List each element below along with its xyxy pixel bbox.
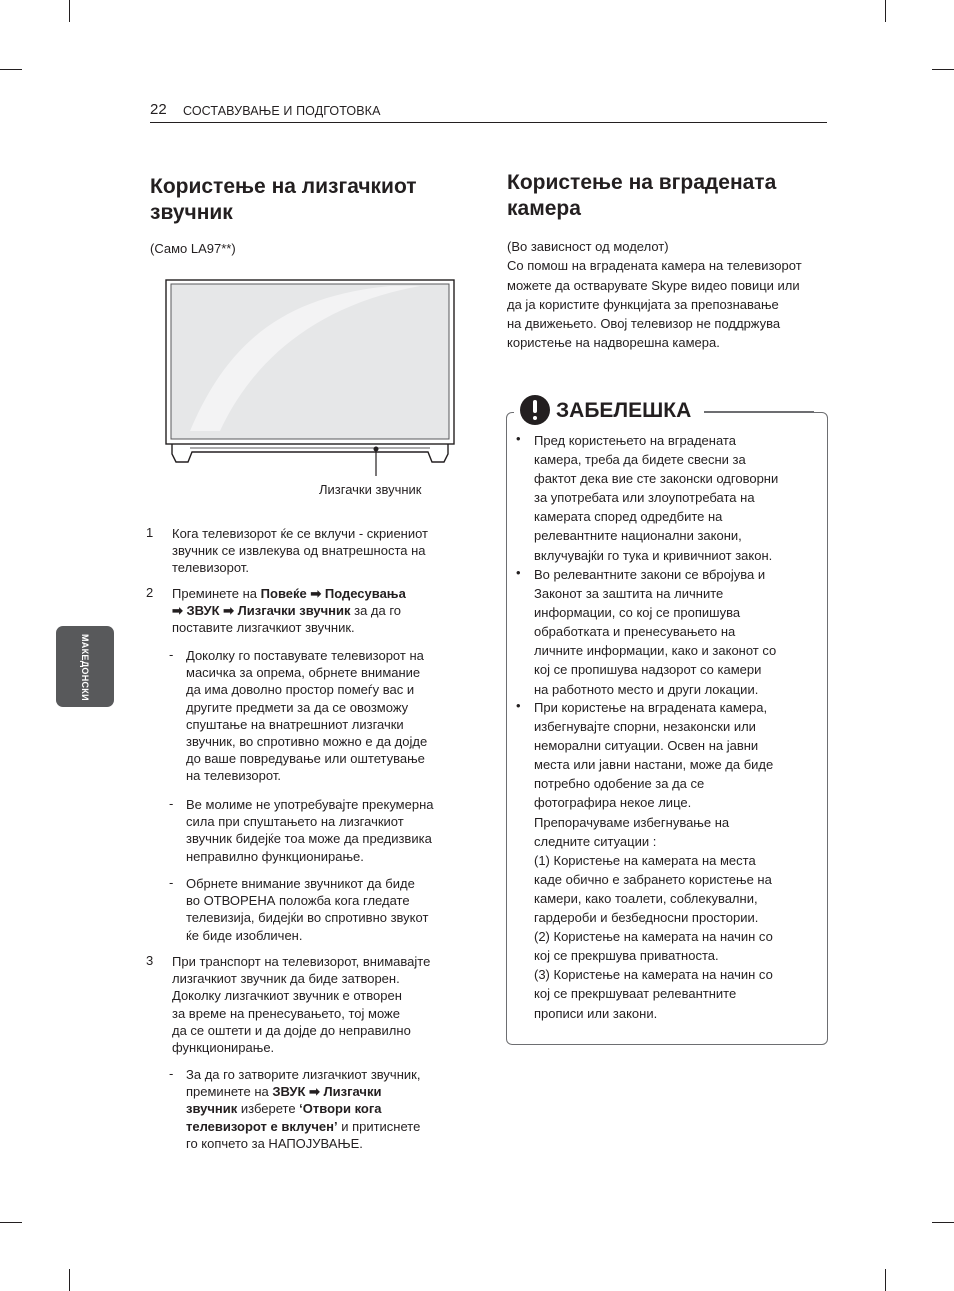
text-line: (2) Користење на камерата на начин со <box>534 929 773 945</box>
page-number: 22 <box>150 101 167 118</box>
text-line <box>172 602 406 619</box>
menu-path: ➡ ЗВУК ➡ Лизгачки звучник <box>172 603 351 619</box>
text-line: кој се прекршува приватноста. <box>534 948 719 964</box>
text-line: (1) Користење на камерата на места <box>534 852 756 868</box>
menu-option: ‘Отвори кога <box>299 1101 382 1117</box>
left-title-line: звучник <box>150 201 233 224</box>
text-line: личните информации, како и законот со <box>534 643 777 659</box>
text-line: При транспорт на телевизорот, внимавајте <box>172 954 431 969</box>
text-line: камери, како тоалети, соблекувални, <box>534 890 758 906</box>
text-line <box>186 1100 420 1117</box>
text-line: до ваше повредување или оштетување <box>186 751 425 767</box>
exclamation-icon-bar <box>533 400 537 413</box>
left-title <box>150 174 417 226</box>
text-line: да има доволно простор помеѓу вас и <box>186 682 415 698</box>
text-line: избегнувајте спорни, незаконски или <box>534 719 756 735</box>
text-line: информации, со кој се пропишува <box>534 605 741 621</box>
sub-item-text <box>186 796 433 865</box>
step-text <box>172 953 430 1056</box>
language-tab <box>56 626 114 707</box>
section-title: СОСТАВУВАЊЕ И ПОДГОТОВКА <box>183 104 381 118</box>
crop-mark <box>932 69 954 70</box>
crop-mark <box>932 1222 954 1223</box>
text-line: Со помош на вградената камера на телевизорот <box>507 258 802 274</box>
text-fragment: изберете <box>237 1101 300 1117</box>
text-line: да ја користите функцијата за препознавање <box>507 296 779 312</box>
dash: - <box>169 647 174 662</box>
dash: - <box>169 1066 174 1081</box>
text-line: прописи или закони. <box>534 1005 658 1021</box>
bullet: • <box>516 698 521 713</box>
step-number: 2 <box>146 585 154 600</box>
text-line: (Во зависност од моделот) <box>507 239 669 254</box>
text-line: користење на надворешна камера. <box>507 335 720 351</box>
menu-path: Повеќе <box>260 586 307 601</box>
text-line: камерата според одредбите на <box>534 509 723 525</box>
menu-option: телевизорот е вклучен’ <box>186 1118 338 1134</box>
menu-path: ЗВУК ➡ Лизгачки <box>272 1084 382 1100</box>
text-fragment: и притиснете <box>337 1118 421 1134</box>
note-item <box>534 698 773 1023</box>
text-line: спуштање на внатрешниот лизгачки <box>186 716 404 732</box>
text-line: (3) Користење на камерата на начин со <box>534 967 773 983</box>
arrow: ➡ <box>306 586 325 601</box>
bullet: • <box>516 565 521 580</box>
right-title <box>507 170 776 222</box>
text-line: за време на пренесувањето, тој може <box>172 1005 400 1021</box>
text-line: фотографира некое лице. <box>534 795 692 811</box>
text-line: функционирање. <box>172 1040 275 1056</box>
text-line: Препорачуваме избегнување на <box>534 814 730 830</box>
text-line: звучник бидејќе тоа може да предизвика <box>186 831 432 847</box>
text-line: телевизорот. <box>172 560 249 576</box>
text-line: да се оштети и да дојде до неправилно <box>172 1022 411 1038</box>
text-line: на работното место и други локации. <box>534 681 759 697</box>
text-line: го копчето за НАПОЈУВАЊЕ. <box>186 1135 363 1151</box>
text-fragment: преминете на <box>186 1084 273 1100</box>
menu-path: Подесувања <box>324 586 406 601</box>
sub-item-text <box>186 1066 420 1152</box>
step-number: 1 <box>146 525 154 540</box>
text-line: кој се прекршуваат релевантните <box>534 986 737 1002</box>
model-note: (Само LA97**) <box>150 241 236 256</box>
note-title: ЗАБЕЛЕШКА <box>556 399 692 422</box>
left-title-line: Користење на лизгачкиот <box>150 175 417 198</box>
right-title-line: камера <box>507 197 581 220</box>
text-line: Обрнете внимание звучникот да биде <box>186 876 415 891</box>
right-title-line: Користење на вградената <box>507 171 777 194</box>
text-line: ќе биде изобличен. <box>186 927 303 943</box>
text-line: звучник, во спротивно можно е да дојде <box>186 734 428 750</box>
step-number: 3 <box>146 953 154 968</box>
text-line: обработката и пренесувањето на <box>534 624 736 640</box>
sub-item-text <box>186 647 427 785</box>
text-line: фактот дека вие сте законски одговорни <box>534 471 779 487</box>
text-line <box>172 585 406 602</box>
crop-mark <box>69 0 70 22</box>
text-line: масичка за опрема, обрнете внимание <box>186 665 421 681</box>
text-line: другите предмети за да се овозможу <box>186 699 409 715</box>
menu-path: звучник <box>186 1101 238 1117</box>
text-line: Пред користењето на вградената <box>534 433 736 448</box>
step-text <box>172 525 428 577</box>
text-line: за употребата или злоупотребата на <box>534 490 755 506</box>
text-line: Законот за заштита на личните <box>534 586 724 602</box>
text-line: Кога телевизорот ќе се вклучи - скриениот <box>172 526 429 541</box>
text-line: гардероби и безбедносни простории. <box>534 910 759 926</box>
note-item <box>534 431 778 565</box>
tv-stand <box>172 444 448 462</box>
header-rule <box>150 122 827 123</box>
text-line: неправилно функционирање. <box>186 848 364 864</box>
tv-figure <box>160 276 460 476</box>
bullet: • <box>516 431 521 446</box>
dash: - <box>169 875 174 890</box>
text-line: поставите лизгачкиот звучник. <box>172 620 355 636</box>
camera-intro <box>507 237 802 353</box>
text-line: на движењето. Овој телевизор не поддржува <box>507 316 781 332</box>
text-line: на телевизорот. <box>186 768 281 784</box>
text-line: звучник се извлекува од внатрешноста на <box>172 543 426 559</box>
crop-mark <box>0 1222 22 1223</box>
text-line: релевантните национални закони, <box>534 528 742 544</box>
text-line: сила при спуштањето на лизгачкиот <box>186 814 404 830</box>
sub-item-text <box>186 875 428 944</box>
note-title-rule <box>704 411 814 412</box>
text-line: места или јавни настани, може да биде <box>534 757 774 773</box>
step-text <box>172 585 406 637</box>
text-fragment: Преминете на <box>172 586 261 601</box>
exclamation-icon-dot <box>533 416 537 420</box>
text-line: кој се пропишува надзорот со камери <box>534 662 762 678</box>
text-line: Во релевантните закони се вбројува и <box>534 567 766 582</box>
text-line: камера, треба да бидете свесни за <box>534 452 746 468</box>
text-line: можете да остварувате Skype видео повици или <box>507 277 800 293</box>
text-fragment: за да го <box>350 603 402 619</box>
crop-mark <box>885 0 886 22</box>
figure-label: Лизгачки звучник <box>319 482 422 497</box>
crop-mark <box>885 1269 886 1291</box>
dash: - <box>169 796 174 811</box>
text-line: Доколку лизгачкиот звучник е отворен <box>172 988 402 1004</box>
language-tab-label: МАКЕДОНСКИ <box>80 634 90 701</box>
text-line: Ве молиме не употребувајте прекумерна <box>186 797 434 812</box>
text-line: следните ситуации : <box>534 833 657 849</box>
text-line <box>186 1118 420 1135</box>
text-line: каде обично е забрането користење на <box>534 871 772 887</box>
text-line: Доколку го поставувате телевизорот на <box>186 648 424 663</box>
crop-mark <box>0 69 22 70</box>
text-line: неморални ситуации. Освен на јавни <box>534 738 759 754</box>
text-line: во ОТВОРЕНА положба кога гледате <box>186 893 410 909</box>
text-line: потребно одобение за да се <box>534 776 705 792</box>
crop-mark <box>69 1269 70 1291</box>
note-item <box>534 565 776 699</box>
text-line: телевизија, бидејќи во спротивно звукот <box>186 910 429 926</box>
text-line: При користење на вградената камера, <box>534 700 768 715</box>
text-line: лизгачкиот звучник да биде затворен. <box>172 971 400 987</box>
text-line <box>186 1083 420 1100</box>
text-line: вклучувајќи го тука и кривичниот закон. <box>534 547 773 563</box>
text-line: За да го затворите лизгачкиот звучник, <box>186 1067 421 1082</box>
